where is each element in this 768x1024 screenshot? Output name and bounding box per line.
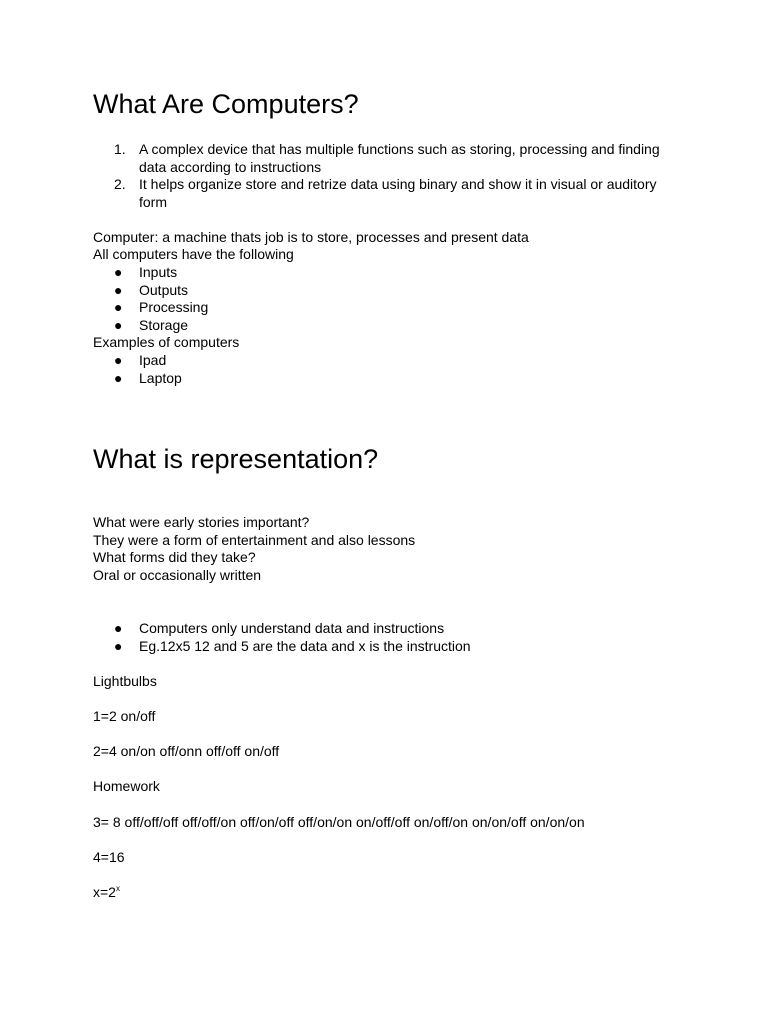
all-computers-line: All computers have the following xyxy=(93,246,294,262)
equation-line: 4=16 xyxy=(93,849,125,865)
bullet-marker: ● xyxy=(114,620,123,636)
list-item-text: Eg.12x5 12 and 5 are the data and x is the instruction xyxy=(139,638,471,654)
numbered-item-text: A complex device that has multiple functions such as storing, processing and finding data according to instructions xyxy=(139,141,660,175)
bullet-marker: ● xyxy=(114,370,123,386)
list-item xyxy=(114,620,679,638)
numbered-item xyxy=(114,176,679,211)
list-item xyxy=(114,282,679,300)
computer-definition: Computer: a machine thats job is to store, processes and present data xyxy=(93,229,529,245)
equation-line: 3= 8 off/off/off off/off/on off/on/off off/on/on on/off/off on/off/on on/on/off on/on/on xyxy=(93,814,585,830)
list-item-text: Outputs xyxy=(139,282,189,298)
list-item-text: Processing xyxy=(139,299,209,315)
list-number: 2. xyxy=(114,176,126,192)
text-line: They were a form of entertainment and also lessons xyxy=(93,532,416,548)
list-item-text: Storage xyxy=(139,317,189,333)
equation-line: 2=4 on/on off/onn off/off on/off xyxy=(93,743,280,759)
examples-label: Examples of computers xyxy=(93,334,240,350)
list-item xyxy=(114,370,679,388)
numbered-item-text: It helps organize store and retrize data using binary and show it in visual or auditory form xyxy=(139,176,657,210)
list-item xyxy=(114,264,679,282)
bullet-marker: ● xyxy=(114,352,123,368)
list-item xyxy=(114,299,679,317)
text-line: What forms did they take? xyxy=(93,549,256,565)
bullet-marker: ● xyxy=(114,638,123,654)
list-item-text: Ipad xyxy=(139,352,167,368)
numbered-item xyxy=(114,141,679,176)
lightbulbs-label: Lightbulbs xyxy=(93,673,157,689)
list-item-text: Computers only understand data and instructions xyxy=(139,620,445,636)
bullet-marker: ● xyxy=(114,264,123,280)
bullet-marker: ● xyxy=(114,299,123,315)
homework-label: Homework xyxy=(93,778,160,794)
heading-what-is-representation: What is representation? xyxy=(93,444,379,474)
list-number: 1. xyxy=(114,141,126,157)
equation-base: x=2 xyxy=(93,884,116,900)
list-item xyxy=(114,638,679,656)
equation-line xyxy=(93,884,120,902)
text-line: What were early stories important? xyxy=(93,514,310,530)
list-item-text: Inputs xyxy=(139,264,178,280)
equation-line: 1=2 on/off xyxy=(93,708,156,724)
list-item xyxy=(114,317,679,335)
text-line: Oral or occasionally written xyxy=(93,567,262,583)
list-item-text: Laptop xyxy=(139,370,182,386)
heading-what-are-computers: What Are Computers? xyxy=(93,89,359,119)
bullet-marker: ● xyxy=(114,282,123,298)
list-item xyxy=(114,352,679,370)
bullet-marker: ● xyxy=(114,317,123,333)
equation-exponent: x xyxy=(115,884,120,893)
